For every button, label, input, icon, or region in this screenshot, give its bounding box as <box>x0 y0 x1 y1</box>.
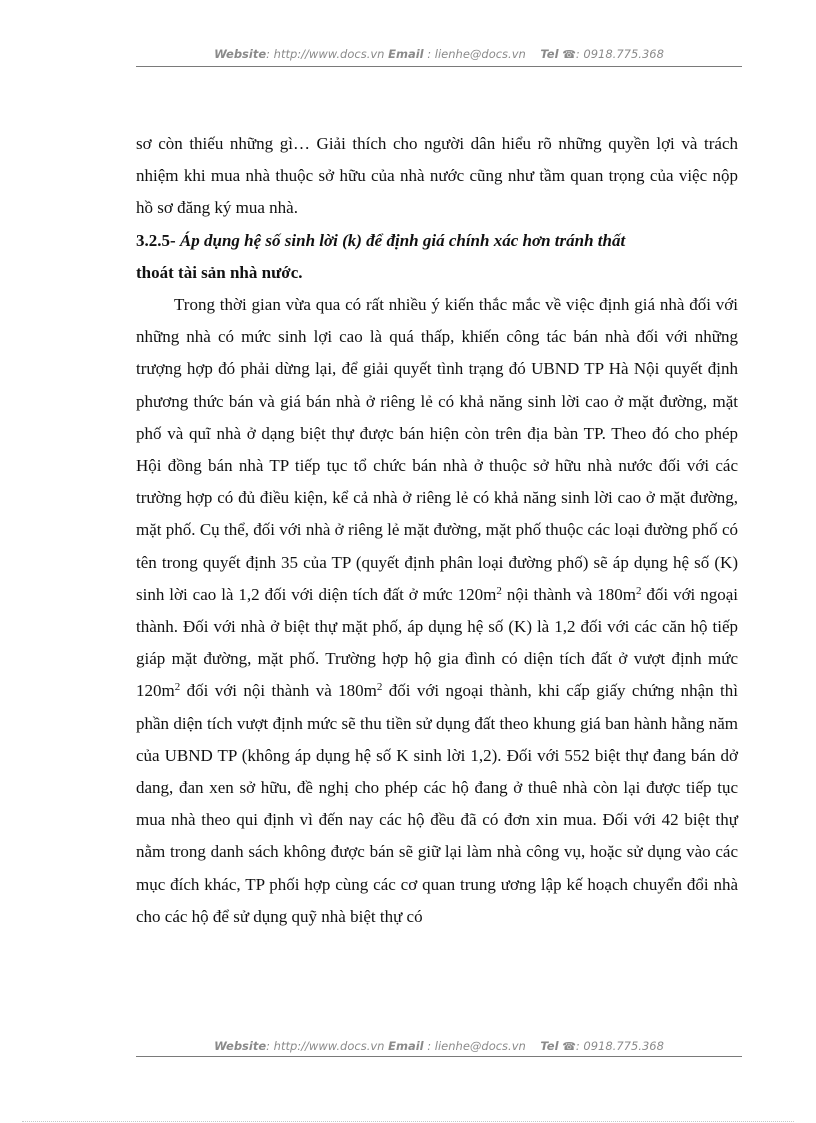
footer-tel-value: : 0918.775.368 <box>575 1039 664 1053</box>
header-email-label: Email <box>388 47 424 61</box>
header-email-value[interactable]: : lienhe@docs.vn <box>423 47 526 61</box>
footer-divider <box>136 1056 742 1057</box>
header-website-url[interactable]: : http://www.docs.vn <box>266 47 385 61</box>
footer-website-label: Website <box>214 1039 267 1053</box>
page-edge <box>22 1121 794 1122</box>
section-number: 3.2.5- <box>136 230 176 250</box>
body-paragraph-1: sơ còn thiếu những gì… Giải thích cho người dân hiểu rõ những quyền lợi và trách nhiệm khi mua nhà thuộc sở hữu của nhà nước cũng như tầm quan trọng của việc nộp hồ sơ đăng ký mua nhà. <box>136 134 738 218</box>
superscript-squared: 2 <box>174 681 181 694</box>
page-header <box>136 46 742 63</box>
footer-email-label: Email <box>388 1039 424 1053</box>
page-footer <box>136 1038 742 1055</box>
header-tel-label: Tel <box>540 47 559 61</box>
paragraph-2-part-a: Trong thời gian vừa qua có rất nhiều ý kiến thắc mắc về việc định giá nhà đối với những nhà có mức sinh lợi cao là quá thấp, khiến công tác bán nhà đối với những trượng hợp đó phải dừng lại, để giải quyết tình trạng đó UBND TP Hà Nội quyết định phương thức bán và giá bán nhà ở riêng lẻ có khả năng sinh lời cao ở mặt đường, mặt phố và quĩ nhà ở dạng biệt thự được bán hiện còn trên địa bàn TP. Theo đó cho phép Hội đồng bán nhà TP tiếp tục tổ chức bán nhà ở thuộc sở hữu nhà nước đối với các trường hợp có đủ điều kiện, kể cả nhà ở riêng lẻ có khả năng sinh lời cao ở mặt đường, mặt phố. Cụ thể, đối với nhà ở riêng lẻ mặt đường, mặt phố thuộc các loại đường phố có tên trong quyết định 35 của TP (quyết định phân loại đường phố) sẽ áp dụng hệ số (K) sinh lời cao là 1,2 đối với diện tích đất ở mức 120m <box>136 295 738 604</box>
section-title-italic: Áp dụng hệ số sinh lời (k) để định giá chính xác hơn tránh thất <box>175 230 626 250</box>
paragraph-2-part-b: nội thành và 180m <box>501 584 636 604</box>
footer-website-url[interactable]: : http://www.docs.vn <box>266 1039 385 1053</box>
paragraph-2-part-c: đối với ngoại thành. Đối với nhà ở biệt thự mặt phố, áp dụng hệ số (K) là 1,2 đối với các căn hộ tiếp giáp mặt đường, mặt phố. Trường hợp hộ gia đình có diện tích đất ở vượt định mức 120m <box>136 584 738 701</box>
footer-email-value[interactable]: : lienhe@docs.vn <box>423 1039 526 1053</box>
header-divider <box>136 66 742 67</box>
header-tel-value: : 0918.775.368 <box>575 47 664 61</box>
superscript-squared: 2 <box>635 584 642 597</box>
paragraph-2-part-d: đối với nội thành và 180m <box>180 681 377 701</box>
superscript-squared: 2 <box>376 681 383 694</box>
section-title-rest: thoát tài sản nhà nước. <box>136 262 303 282</box>
body-paragraph-2 <box>136 289 738 933</box>
phone-icon: ☎ <box>562 1040 576 1053</box>
paragraph-2-part-e: đối với ngoại thành, khi cấp giấy chứng nhận thì phần diện tích vượt định mức sẽ thu tiền sử dụng đất theo khung giá ban hành hằng năm của UBND TP (không áp dụng hệ số K sinh lời 1,2). Đối với 552 biệt thự đang bán dở dang, đan xen sở hữu, đề nghị cho phép các hộ đang ở thuê nhà còn lại được tiếp tục mua nhà theo qui định vì đến nay các hộ đều đã có đơn xin mua. Đối với 42 biệt thự nằm trong danh sách không được bán sẽ giữ lại làm nhà công vụ, hoặc sử dụng vào các mục đích khác, TP phối hợp cùng các cơ quan trung ương lập kế hoạch chuyển đổi nhà cho các hộ để sử dụng quỹ nhà biệt thự có <box>136 681 738 926</box>
footer-tel-label: Tel <box>540 1039 559 1053</box>
header-website-label: Website <box>214 47 267 61</box>
document-body <box>136 128 738 933</box>
superscript-squared: 2 <box>496 584 502 597</box>
phone-icon: ☎ <box>562 48 576 61</box>
section-heading <box>136 225 738 289</box>
